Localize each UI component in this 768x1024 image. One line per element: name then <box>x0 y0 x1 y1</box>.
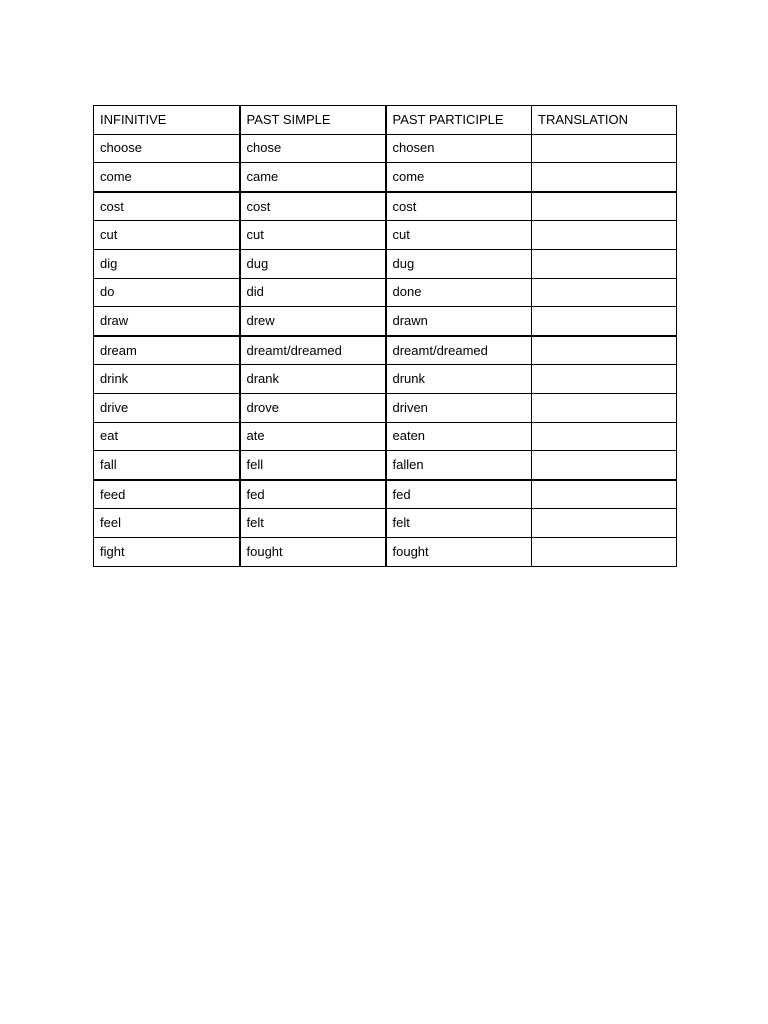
cell-infinitive: dream <box>94 336 240 365</box>
cell-past-simple: came <box>240 163 386 192</box>
cell-translation <box>532 336 677 365</box>
cell-infinitive: drink <box>94 365 240 394</box>
cell-past-simple: dug <box>240 249 386 278</box>
cell-translation <box>532 134 677 163</box>
table-row <box>94 480 677 509</box>
table-row <box>94 365 677 394</box>
cell-translation <box>532 480 677 509</box>
cell-infinitive: draw <box>94 307 240 336</box>
cell-infinitive: fight <box>94 537 240 566</box>
table-row <box>94 192 677 221</box>
cell-translation <box>532 221 677 250</box>
header-past-simple: PAST SIMPLE <box>240 106 386 135</box>
header-translation: TRANSLATION <box>532 106 677 135</box>
cell-past-simple: drew <box>240 307 386 336</box>
cell-past-simple: fed <box>240 480 386 509</box>
cell-past-simple: drove <box>240 393 386 422</box>
cell-infinitive: feed <box>94 480 240 509</box>
cell-past-simple: drank <box>240 365 386 394</box>
cell-translation <box>532 278 677 307</box>
table-header-row <box>94 106 677 135</box>
table-row <box>94 221 677 250</box>
cell-past-simple: felt <box>240 509 386 538</box>
cell-past-participle: drawn <box>386 307 532 336</box>
cell-infinitive: cost <box>94 192 240 221</box>
cell-past-participle: dreamt/dreamed <box>386 336 532 365</box>
cell-translation <box>532 393 677 422</box>
cell-infinitive: choose <box>94 134 240 163</box>
cell-past-participle: come <box>386 163 532 192</box>
table-row <box>94 509 677 538</box>
cell-infinitive: come <box>94 163 240 192</box>
cell-translation <box>532 451 677 480</box>
table-row <box>94 163 677 192</box>
cell-past-participle: eaten <box>386 422 532 451</box>
cell-infinitive: fall <box>94 451 240 480</box>
cell-past-participle: drunk <box>386 365 532 394</box>
cell-infinitive: cut <box>94 221 240 250</box>
cell-past-simple: fell <box>240 451 386 480</box>
cell-past-participle: driven <box>386 393 532 422</box>
cell-infinitive: dig <box>94 249 240 278</box>
cell-infinitive: do <box>94 278 240 307</box>
cell-past-simple: chose <box>240 134 386 163</box>
cell-translation <box>532 163 677 192</box>
cell-past-participle: fought <box>386 537 532 566</box>
cell-infinitive: feel <box>94 509 240 538</box>
cell-translation <box>532 307 677 336</box>
cell-past-participle: fallen <box>386 451 532 480</box>
table-row <box>94 278 677 307</box>
table-row <box>94 249 677 278</box>
cell-past-simple: cost <box>240 192 386 221</box>
table-row <box>94 134 677 163</box>
cell-translation <box>532 249 677 278</box>
cell-translation <box>532 192 677 221</box>
cell-past-participle: cost <box>386 192 532 221</box>
cell-past-simple: did <box>240 278 386 307</box>
cell-infinitive: eat <box>94 422 240 451</box>
cell-past-participle: dug <box>386 249 532 278</box>
cell-translation <box>532 509 677 538</box>
cell-translation <box>532 422 677 451</box>
table-row <box>94 336 677 365</box>
header-past-participle: PAST PARTICIPLE <box>386 106 532 135</box>
table-row <box>94 393 677 422</box>
table-row <box>94 307 677 336</box>
cell-past-participle: chosen <box>386 134 532 163</box>
cell-past-simple: ate <box>240 422 386 451</box>
cell-past-participle: fed <box>386 480 532 509</box>
cell-past-participle: felt <box>386 509 532 538</box>
header-infinitive: INFINITIVE <box>94 106 240 135</box>
cell-past-simple: dreamt/dreamed <box>240 336 386 365</box>
cell-past-participle: cut <box>386 221 532 250</box>
cell-translation <box>532 537 677 566</box>
cell-past-participle: done <box>386 278 532 307</box>
table-row <box>94 422 677 451</box>
table-body <box>94 134 677 566</box>
table-row <box>94 537 677 566</box>
irregular-verbs-table <box>93 105 677 567</box>
cell-infinitive: drive <box>94 393 240 422</box>
table-row <box>94 451 677 480</box>
cell-past-simple: cut <box>240 221 386 250</box>
cell-past-simple: fought <box>240 537 386 566</box>
cell-translation <box>532 365 677 394</box>
